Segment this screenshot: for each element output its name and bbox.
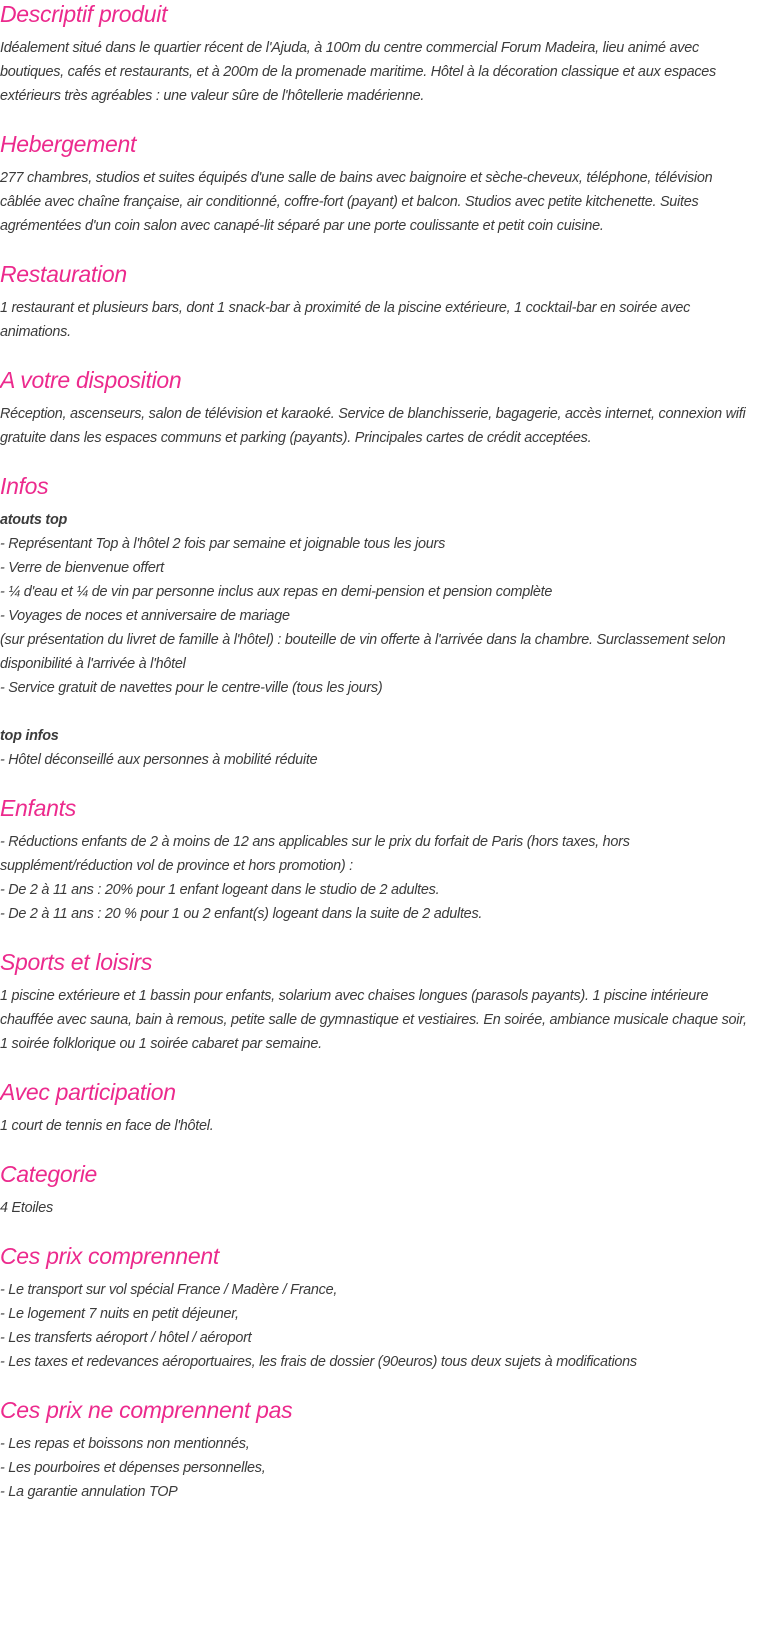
text-line: 4 Etoiles bbox=[0, 1200, 53, 1216]
text-line: gratuite dans les espaces communs et parking (payants). Principales cartes de crédit acceptées. bbox=[0, 430, 592, 446]
text-line: chauffée avec sauna, bain à remous, petite salle de gymnastique et vestiaires. En soirée, ambiance musicale chaque soir, bbox=[0, 1012, 747, 1028]
section-heading: Sports et loisirs bbox=[0, 949, 153, 975]
text-line: - Service gratuit de navettes pour le centre-ville (tous les jours) bbox=[0, 680, 383, 696]
text-line: 1 restaurant et plusieurs bars, dont 1 snack-bar à proximité de la piscine extérieure, 1 cocktail-bar en soirée avec bbox=[0, 300, 691, 316]
text-line: - Le logement 7 nuits en petit déjeuner, bbox=[0, 1306, 239, 1322]
section-ces-prix-comprennent bbox=[0, 1242, 758, 1374]
text-line: extérieurs très agréables : une valeur sûre de l'hôtellerie madérienne. bbox=[0, 88, 425, 104]
section-heading: Enfants bbox=[0, 795, 76, 821]
section-avec-participation bbox=[0, 1078, 758, 1138]
text-line: 277 chambres, studios et suites équipés d'une salle de bains avec baignoire et sèche-cheveux, téléphone, télévision bbox=[0, 170, 713, 186]
text-line: supplément/réduction vol de province et hors promotion) : bbox=[0, 858, 353, 874]
text-line: boutiques, cafés et restaurants, et à 200m de la promenade maritime. Hôtel à la décoration classique et aux espaces bbox=[0, 64, 716, 80]
text-line: - Hôtel déconseillé aux personnes à mobilité réduite bbox=[0, 752, 318, 768]
text-line: - Voyages de noces et anniversaire de mariage bbox=[0, 608, 290, 624]
text-line: - Verre de bienvenue offert bbox=[0, 560, 164, 576]
subheading-line: atouts top bbox=[0, 512, 68, 528]
text-line: agrémentées d'un coin salon avec canapé-lit séparé par une porte coulissante et petit coin cuisine. bbox=[0, 218, 604, 234]
text-line: 1 piscine extérieure et 1 bassin pour enfants, solarium avec chaises longues (parasols payants). 1 piscine intérieure bbox=[0, 988, 709, 1004]
section-infos bbox=[0, 472, 758, 772]
section-heading: Restauration bbox=[0, 261, 127, 287]
subheading-line: top infos bbox=[0, 728, 59, 744]
text-line: 1 court de tennis en face de l'hôtel. bbox=[0, 1118, 214, 1134]
section-sports-et-loisirs bbox=[0, 948, 758, 1056]
text-line: câblée avec chaîne française, air conditionné, coffre-fort (payant) et balcon. Studios avec petite kitchenette. Suites bbox=[0, 194, 699, 210]
text-line: - Les taxes et redevances aéroportuaires, les frais de dossier (90euros) tous deux sujets à modifications bbox=[0, 1354, 637, 1370]
section-descriptif-produit bbox=[0, 0, 758, 108]
text-line: - De 2 à 11 ans : 20 % pour 1 ou 2 enfant(s) logeant dans la suite de 2 adultes. bbox=[0, 906, 483, 922]
text-line: animations. bbox=[0, 324, 71, 340]
text-line: Idéalement situé dans le quartier récent de l'Ajuda, à 100m du centre commercial Forum Madeira, lieu animé avec bbox=[0, 40, 699, 56]
text-line: Réception, ascenseurs, salon de télévision et karaoké. Service de blanchisserie, bagagerie, accès internet, connexion wifi bbox=[0, 406, 746, 422]
section-ces-prix-ne-comprennent-pas bbox=[0, 1396, 758, 1504]
text-line: - La garantie annulation TOP bbox=[0, 1484, 178, 1500]
text-line: - Le transport sur vol spécial France / Madère / France, bbox=[0, 1282, 338, 1298]
text-line: - Représentant Top à l'hôtel 2 fois par semaine et joignable tous les jours bbox=[0, 536, 446, 552]
section-heading: Categorie bbox=[0, 1161, 98, 1187]
text-line: - ¼ d'eau et ¼ de vin par personne inclus aux repas en demi-pension et pension complète bbox=[0, 584, 553, 600]
text-line: disponibilité à l'arrivée à l'hôtel bbox=[0, 656, 186, 672]
blank-line bbox=[0, 700, 758, 724]
section-heading: Descriptif produit bbox=[0, 1, 168, 27]
text-line: - De 2 à 11 ans : 20% pour 1 enfant logeant dans le studio de 2 adultes. bbox=[0, 882, 440, 898]
section-heading: Ces prix ne comprennent pas bbox=[0, 1397, 293, 1423]
section-enfants bbox=[0, 794, 758, 926]
section-heading: Ces prix comprennent bbox=[0, 1243, 219, 1269]
section-heading: Hebergement bbox=[0, 131, 137, 157]
text-line: - Réductions enfants de 2 à moins de 12 ans applicables sur le prix du forfait de Paris (hors taxes, hors bbox=[0, 834, 630, 850]
section-categorie bbox=[0, 1160, 758, 1220]
section-heading: A votre disposition bbox=[0, 367, 182, 393]
section-a-votre-disposition bbox=[0, 366, 758, 450]
section-hebergement bbox=[0, 130, 758, 238]
section-heading: Avec participation bbox=[0, 1079, 176, 1105]
text-line: - Les repas et boissons non mentionnés, bbox=[0, 1436, 250, 1452]
section-restauration bbox=[0, 260, 758, 344]
text-line: (sur présentation du livret de famille à l'hôtel) : bouteille de vin offerte à l'arrivée dans la chambre. Surclassement selon bbox=[0, 632, 726, 648]
text-line: - Les pourboires et dépenses personnelles, bbox=[0, 1460, 266, 1476]
section-heading: Infos bbox=[0, 473, 49, 499]
text-line: - Les transferts aéroport / hôtel / aéroport bbox=[0, 1330, 252, 1346]
text-line: 1 soirée folklorique ou 1 soirée cabaret par semaine. bbox=[0, 1036, 322, 1052]
